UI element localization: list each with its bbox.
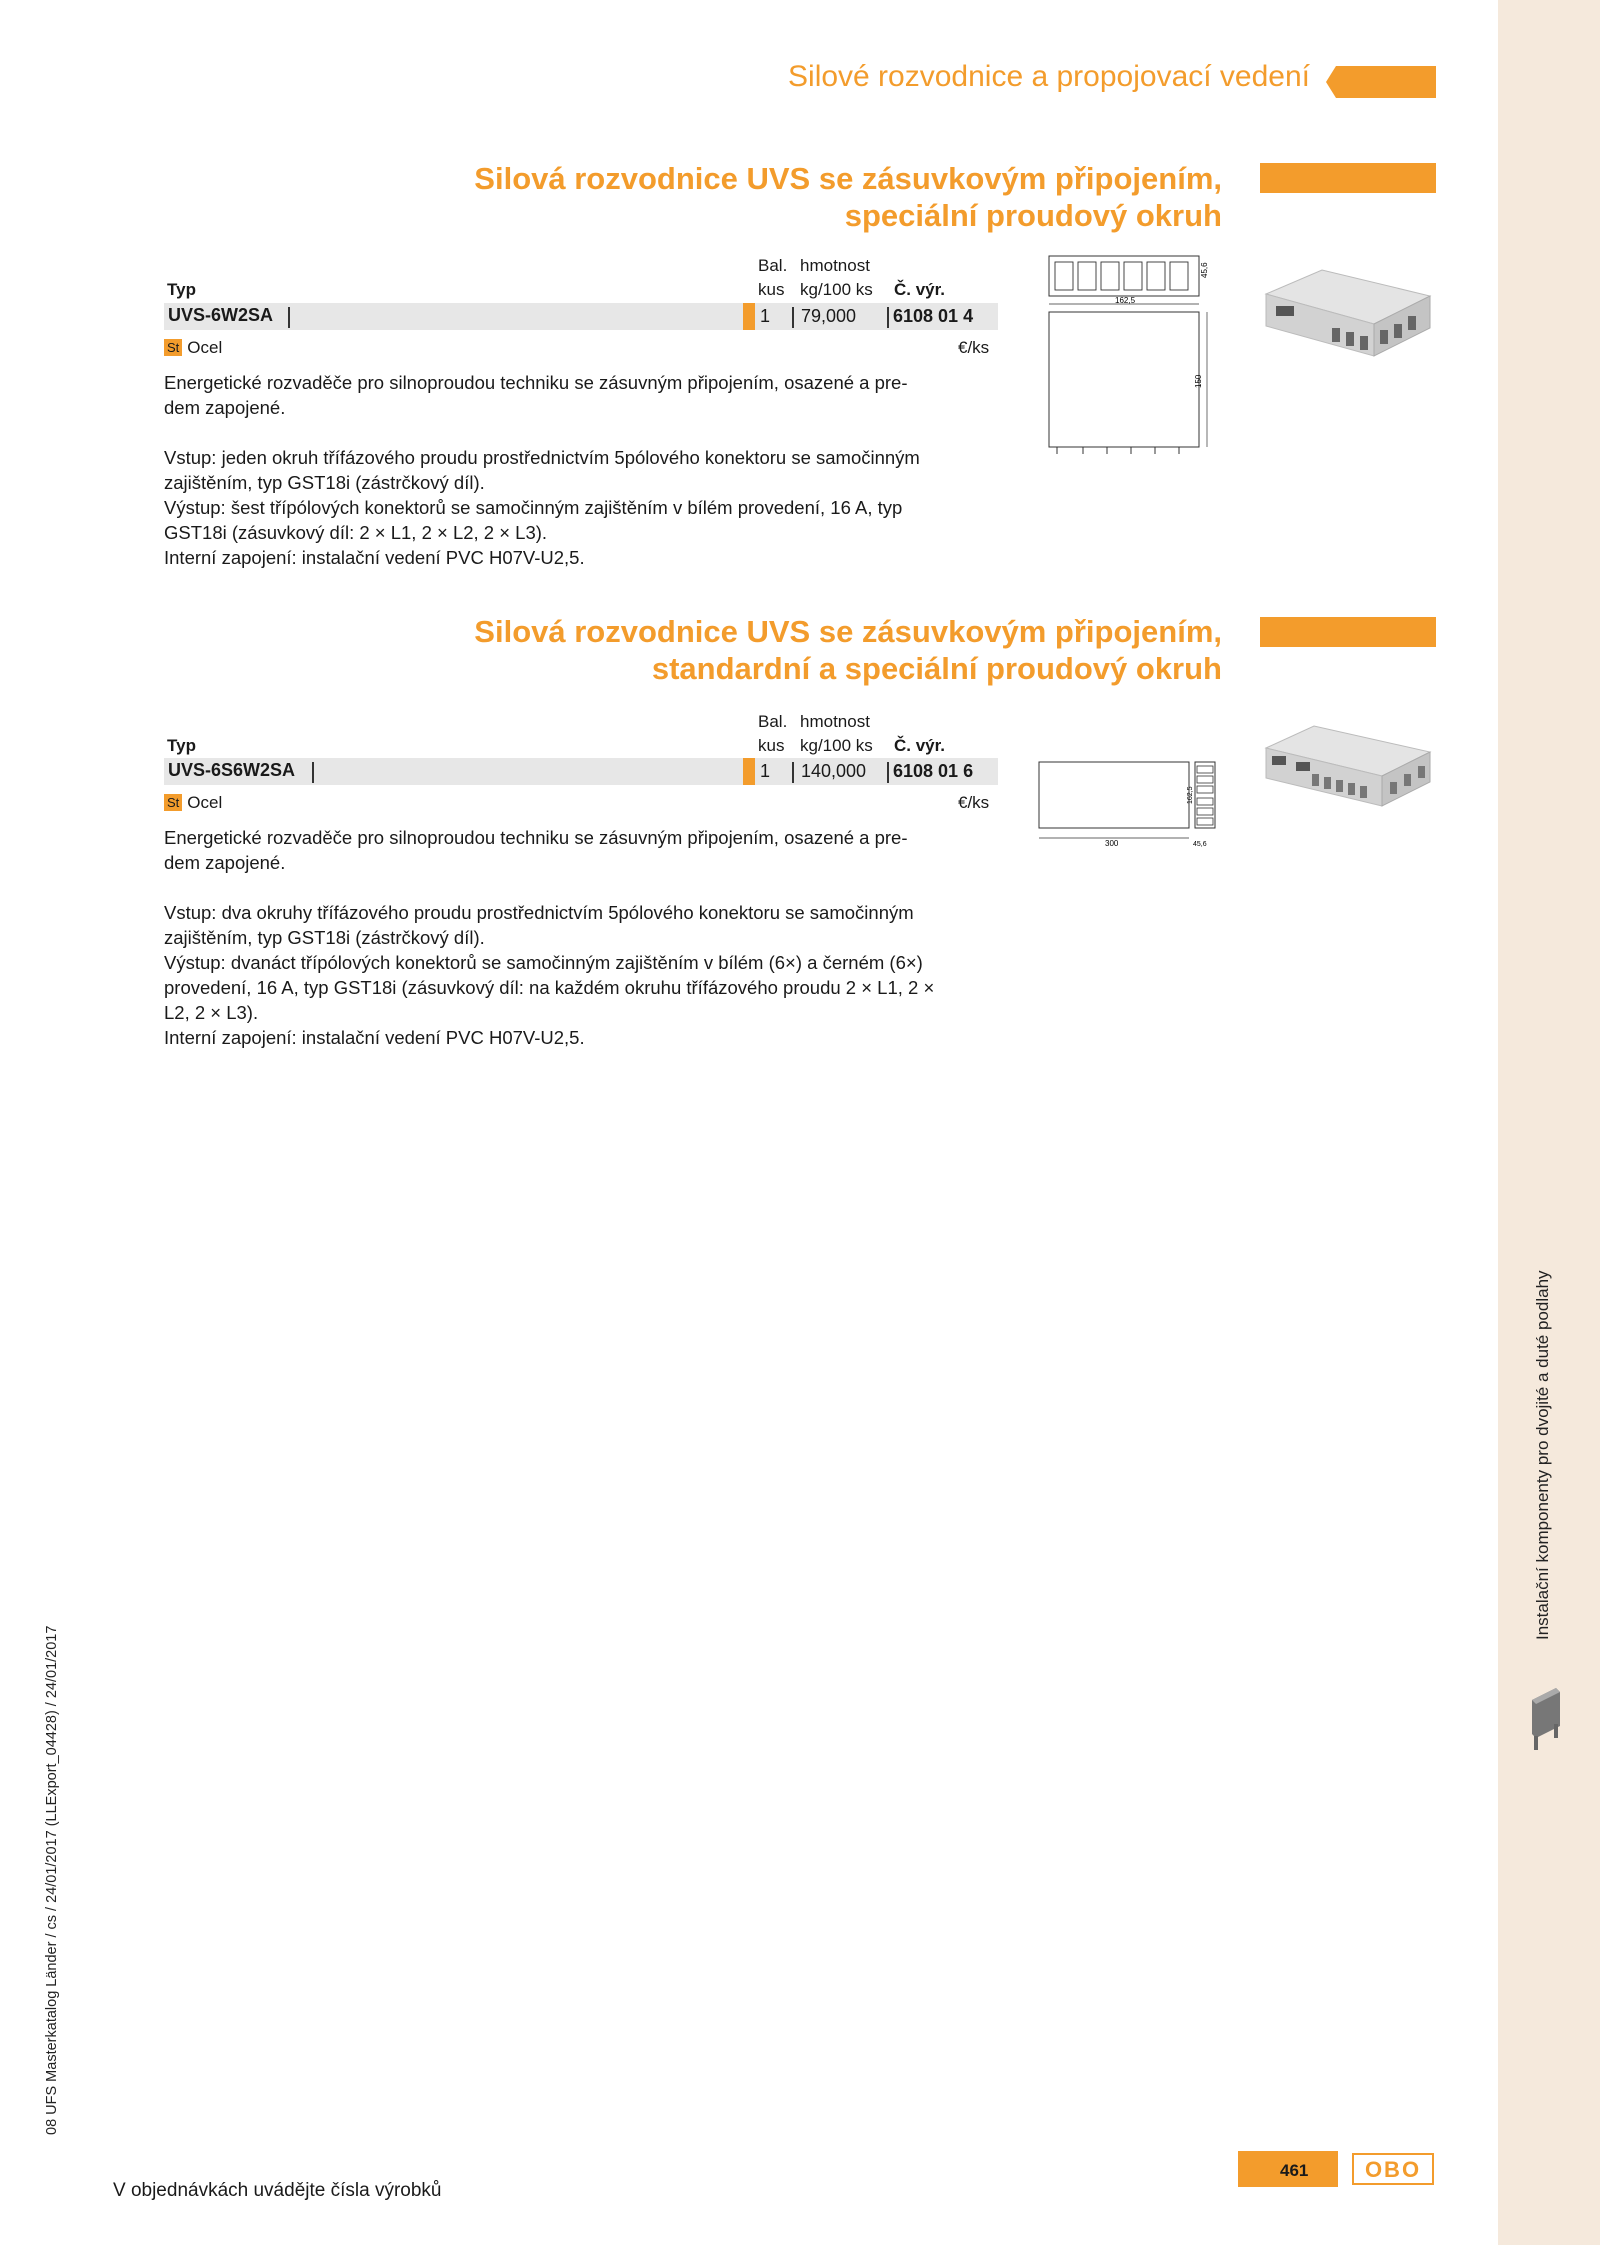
- floor-box-icon: [1528, 1686, 1562, 1754]
- page-header-title: Silové rozvodnice a propojovací vedení: [788, 60, 1310, 93]
- footer-order-note: V objednávkách uvádějte čísla výrobků: [113, 2180, 442, 2201]
- section-2-description: Energetické rozvaděče pro silnoproudou techniku se zásuvným připojením, osazené a pre- dem zapojené. Vstup: dva okruhy třífázového proudu prostřednictvím 5pólového konektoru se samočinným zajištěním, typ GST18i (zástrčkový díl). Výstup: dvanáct třípólových konektorů se samočinným zajištěním v bílém (6×) a černém (6×) provedení, 16 A, typ GST18i (zásuvkový díl: na každém okruhu třífázového proudu 2 × L1, 2 × L2, 2 × L3). Interní zapojení: instalační vedení PVC H07V-U2,5.: [164, 827, 935, 1048]
- section-1-description: Energetické rozvaděče pro silnoproudou techniku se zásuvným připojením, osazené a pre- dem zapojené. Vstup: jeden okruh třífázového proudu prostřednictvím 5pólového konektoru se samočinným zajištěním, typ GST18i (zástrčkový díl). Výstup: šest třípólových konektorů se samočinným zajištěním v bílém provedení, 16 A, typ GST18i (zásuvkový díl: 2 × L1, 2 × L2, 2 × L3). Interní zapojení: instalační vedení PVC H07V-U2,5.: [164, 372, 920, 568]
- section-1-title: Silová rozvodnice UVS se zásuvkovým připojením, speciální proudový okruh: [474, 161, 1222, 233]
- page-number: 461: [1238, 2151, 1338, 2187]
- svg-text:150: 150: [1194, 374, 1203, 388]
- product-row-uvs-6s6w2sa: UVS-6S6W2SA 1 140,000 6108 01 6: [164, 758, 998, 785]
- svg-text:45,6: 45,6: [1200, 262, 1209, 278]
- section-2-bar: [1260, 617, 1436, 647]
- section-1-product-photo: [1262, 266, 1434, 358]
- product-row-uvs-6w2sa: UVS-6W2SA 1 79,000 6108 01 4: [164, 303, 998, 330]
- section-1-technical-drawing: [1035, 248, 1221, 456]
- catalog-meta-text: 08 UFS Masterkatalog Länder / cs / 24/01/2017 (LLExport_04428) / 24/01/2017: [44, 1625, 60, 2135]
- svg-text:300: 300: [1105, 839, 1119, 848]
- section-1-material: St Ocel: [164, 338, 222, 358]
- header-tab-marker: [1326, 66, 1436, 98]
- section-2-product-photo: [1262, 722, 1434, 814]
- svg-text:45,6: 45,6: [1193, 841, 1207, 848]
- side-panel: [1498, 0, 1600, 2245]
- svg-text:162,5: 162,5: [1115, 296, 1136, 305]
- svg-text:OBO: OBO: [1364, 2157, 1422, 2182]
- side-vertical-text: Instalační komponenty pro dvojité a duté podlahy: [1533, 1270, 1552, 1640]
- section-2-title: Silová rozvodnice UVS se zásuvkovým připojením, standardní a speciální proudový okruh: [474, 614, 1222, 686]
- section-1-unit: €/ks: [958, 338, 990, 357]
- section-1-bar: [1260, 163, 1436, 193]
- svg-text:162,5: 162,5: [1187, 786, 1194, 804]
- section-2-unit: €/ks: [958, 793, 990, 812]
- obo-logo: [1352, 2153, 1434, 2185]
- section-2-material: St Ocel: [164, 793, 222, 813]
- section-2-technical-drawing: [1035, 752, 1221, 852]
